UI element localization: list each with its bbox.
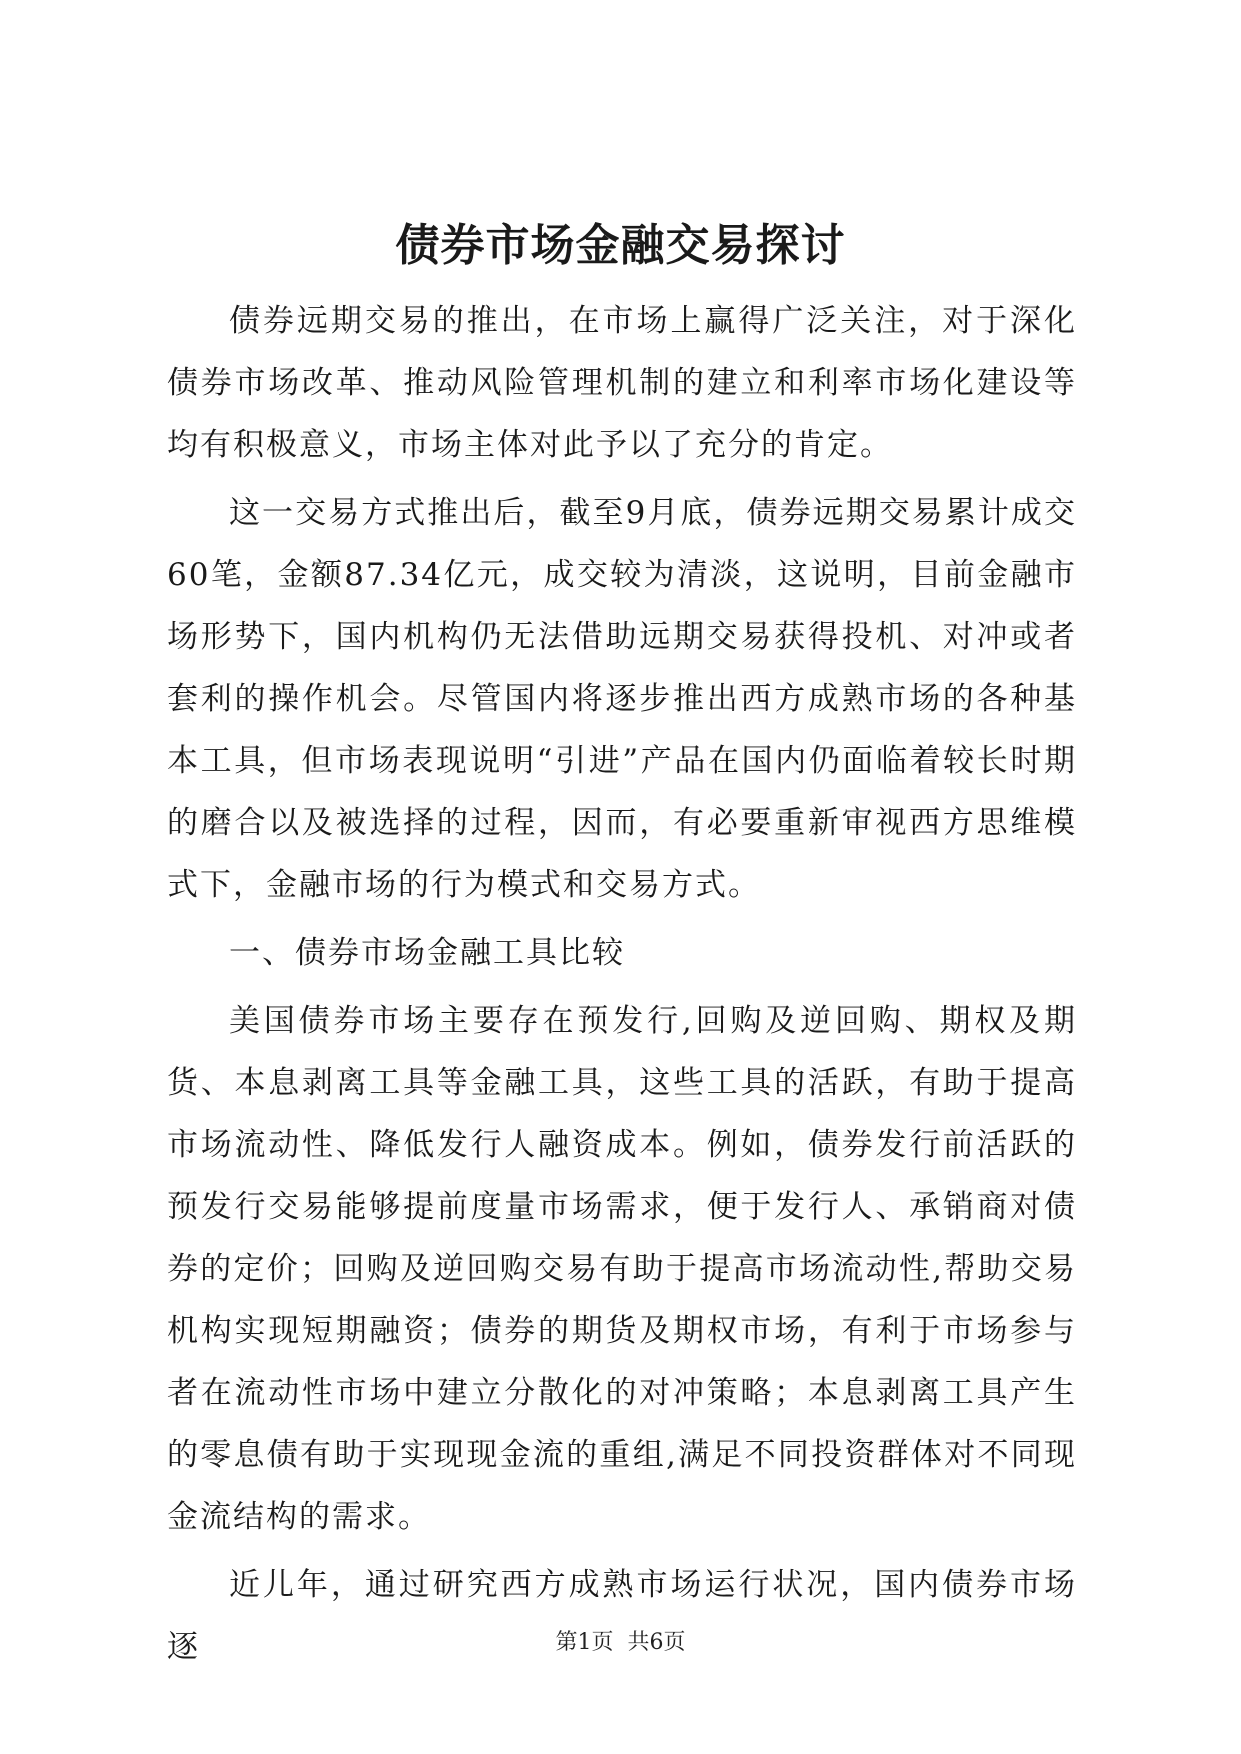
section-heading: 一、债券市场金融工具比较 bbox=[229, 935, 625, 971]
document-title: 债券市场金融交易探讨 bbox=[395, 220, 846, 271]
paragraph-intro: 债券远期交易的推出，在市场上赢得广泛关注，对于深化债券市场改革、推动风险管理机制的建立和利率市场化建设等均有积极意义，市场主体对此予以了充分的肯定。 bbox=[167, 303, 1077, 463]
paragraph-trading-stats: 这一交易方式推出后，截至9月底，债券远期交易累计成交60笔，金额87.34亿元，成交较为清淡，这说明，目前金融市场形势下，国内机构仍无法借助远期交易获得投机、对冲或者套利的操作机会。尽管国内将逐步推出西方成熟市场的各种基本工具，但市场表现说明“引进”产品在国内仍面临着较长时期的磨合以及被选择的过程，因而，有必要重新审视西方思维模式下，金融市场的行为模式和交易方式。 bbox=[167, 495, 1077, 903]
page-footer bbox=[0, 1628, 1241, 1658]
page-number: 第1页 共6页 bbox=[555, 1630, 686, 1655]
paragraph-recent-years: 近儿年，通过研究西方成熟市场运行状况，国内债券市场逐 bbox=[167, 1567, 1077, 1665]
paragraph-us-market: 美国债券市场主要存在预发行,回购及逆回购、期权及期货、本息剥离工具等金融工具，这些工具的活跃，有助于提高市场流动性、降低发行人融资成本。例如，债券发行前活跃的预发行交易能够提前度量市场需求，便于发行人、承销商对债券的定价；回购及逆回购交易有助于提高市场流动性,帮助交易机构实现短期融资；债券的期货及期权市场，有利于市场参与者在流动性市场中建立分散化的对冲策略；本息剥离工具产生的零息债有助于实现现金流的重组,满足不同投资群体对不同现金流结构的需求。 bbox=[167, 1003, 1077, 1535]
document-body bbox=[167, 290, 1077, 1684]
